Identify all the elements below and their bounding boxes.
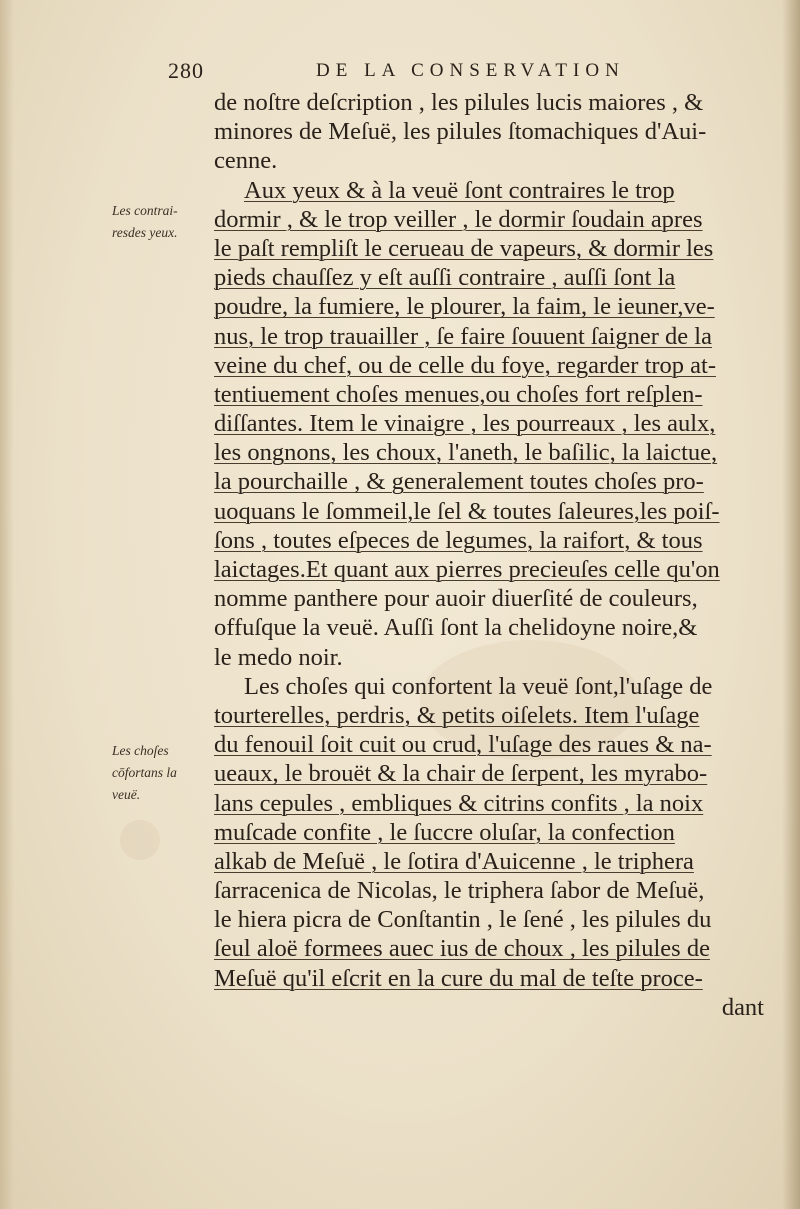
text-line: tentiuement choſes menues,ou choſes fort reſplen- (214, 380, 703, 408)
text-line: dormir , & le trop veiller , le dormir ſoudain apres (214, 205, 703, 233)
text-line: Aux yeux & à la veuë ſont contraires le trop (244, 176, 675, 204)
text-line: diſſantes. Item le vinaigre , les pourreaux , les aulx, (214, 410, 716, 438)
text-line: ſeul aloë formees auec ius de choux , les pilules de (214, 935, 710, 963)
text-line: Les choſes qui confortent la veuë ſont,l'uſage de (244, 672, 713, 700)
text-line: le medo noir. (214, 643, 343, 671)
text-line: de noſtre deſcription , les pilules lucis maiores , & (214, 89, 704, 116)
text-line: alkab de Meſuë , le ſotira d'Auicenne , le triphera (214, 847, 694, 875)
text-line: dant (721, 993, 764, 1021)
margin-note-contraires (112, 200, 204, 244)
text-line: du fenouil ſoit cuit ou crud, l'uſage des raues & na- (214, 731, 712, 759)
text-line: ueaux, le brouët & la chair de ſerpent, les myrabo- (214, 760, 708, 788)
text-line: muſcade confite , le ſuccre oluſar, la confection (214, 818, 675, 846)
page-right-edge-shadow (782, 0, 800, 1209)
text-line: minores de Meſuë, les pilules ſtomachiques d'Aui- (214, 118, 707, 146)
text-line: cenne. (214, 147, 278, 175)
text-line: le hiera picra de Conſtantin , le ſené , les pilules du (214, 906, 712, 934)
page-left-edge-shadow (0, 0, 14, 1209)
text-line: poudre, la fumiere, le plourer, la faim, le ieuner,ve- (214, 293, 715, 321)
text-line: veine du chef, ou de celle du foye, regarder trop at- (214, 351, 717, 379)
running-title: DE LA CONSERVATION (316, 60, 625, 81)
margin-note-line: Les choſes (112, 743, 169, 758)
margin-note-line: resdes yeux. (112, 225, 178, 240)
text-line: offuſque la veuë. Auſſi ſont la chelidoyne noire,& (214, 614, 698, 642)
text-line: pieds chauſſez y eſt auſſi contraire , auſſi ſont la (214, 264, 676, 292)
text-line: laictages.Et quant aux pierres precieuſes celle qu'on (214, 556, 720, 583)
margin-note-confortans (112, 740, 204, 806)
text-line: tourterelles, perdris, & petits oiſelets. Item l'uſage (214, 701, 700, 729)
text-line: le paſt rempliſt le cerueau de vapeurs, & dormir les (214, 234, 714, 262)
text-line: nus, le trop trauailler , ſe faire ſouuent ſaigner de la (214, 322, 712, 350)
running-header (168, 58, 728, 88)
body-text (214, 88, 774, 1022)
margin-note-line: cōfortans la (112, 765, 177, 780)
text-line: ſarracenica de Nicolas, le triphera ſabor de Meſuë, (214, 877, 705, 905)
text-line: uoquans le ſommeil,le ſel & toutes ſaleures,les poiſ- (214, 497, 720, 525)
margin-note-line: Les contrai- (112, 203, 178, 218)
text-line: nomme panthere pour auoir diuerſité de couleurs, (214, 585, 698, 613)
text-line: la pourchaille , & generalement toutes choſes pro- (214, 468, 704, 496)
text-line: Meſuë qu'il eſcrit en la cure du mal de teſte proce- (214, 964, 703, 992)
text-line: lans cepules , embliques & citrins confits , la noix (214, 789, 704, 817)
paper-stain (120, 820, 160, 860)
text-line: les ongnons, les choux, l'aneth, le baſilic, la laictue, (214, 439, 718, 467)
margin-note-line: veuë. (112, 787, 141, 802)
page-number: 280 (168, 58, 204, 83)
text-line: ſons , toutes eſpeces de legumes, la raifort, & tous (214, 526, 703, 554)
